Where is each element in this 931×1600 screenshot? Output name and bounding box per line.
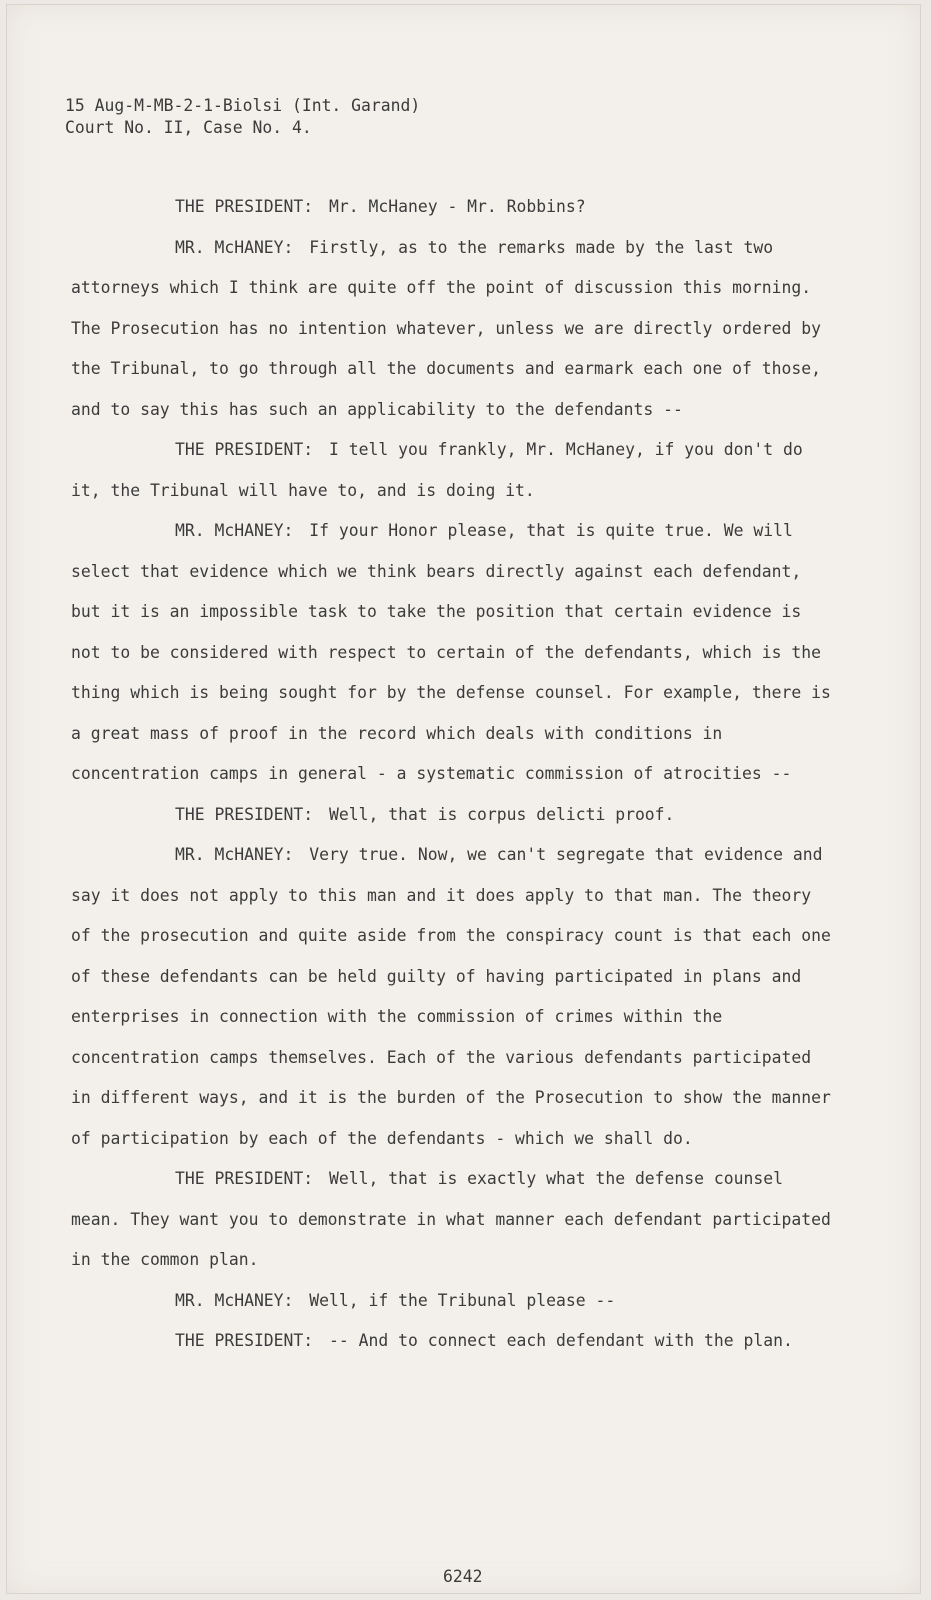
paragraph: [71, 835, 831, 1159]
speaker-label: MR. McHANEY:: [175, 521, 294, 540]
paragraph-text: I tell you frankly, Mr. McHaney, if you don't do it, the Tribunal will have to, and is doing it.: [71, 440, 803, 500]
speaker-label: MR. McHANEY:: [175, 237, 294, 257]
paragraph: [71, 1281, 831, 1322]
paragraph-text: Mr. McHaney - Mr. Robbins?: [329, 197, 586, 216]
speaker-label: MR. McHANEY:: [175, 1290, 294, 1310]
paragraph: [71, 1159, 831, 1281]
transcript-body: [71, 187, 831, 1362]
paragraph-text: Very true. Now, we can't segregate that evidence and say it does not apply to this man and it does apply to that man. The theory of the prosecution and quite aside from the conspiracy count is that each one of these defendants can be held guilty of having participated in plans and enterprises in connection with the commission of crimes within the concentration camps themselves. Each of the various defendants participated in different ways, and it is the burden of the Prosecution to show the manner of participation by each of the defendants - which we shall do.: [71, 845, 831, 1148]
speaker-label: MR. McHANEY:: [175, 845, 294, 864]
paragraph: [71, 511, 831, 795]
paragraph: [71, 228, 831, 431]
header-line-1: 15 Aug-M-MB-2-1-Biolsi (Int. Garand): [65, 96, 421, 115]
speaker-label: THE PRESIDENT:: [175, 804, 314, 824]
speaker-label: THE PRESIDENT:: [175, 440, 314, 459]
document-page: [6, 4, 921, 1594]
paragraph-text: -- And to connect each defendant with the plan.: [329, 1331, 793, 1350]
paragraph-text: If your Honor please, that is quite true. We will select that evidence which we think bears directly against each defendant, but it is an impossible task to take the position that certain evidence is not to be considered with respect to certain of the defendants, which is the thing which is being sought for by the defense counsel. For example, there is a great mass of proof in the record which deals with conditions in concentration camps in general - a systematic commission of atrocities --: [71, 521, 831, 783]
speaker-label: THE PRESIDENT:: [175, 1331, 314, 1350]
speaker-label: THE PRESIDENT:: [175, 1169, 314, 1188]
paragraph-text: Well, if the Tribunal please --: [309, 1290, 616, 1310]
paragraph: [71, 1321, 831, 1362]
paragraph-text: Well, that is exactly what the defense counsel mean. They want you to demonstrate in what manner each defendant participated in the common plan.: [71, 1169, 831, 1269]
speaker-label: THE PRESIDENT:: [175, 197, 314, 216]
paragraph: [71, 795, 831, 836]
paragraph-text: Firstly, as to the remarks made by the last two attorneys which I think are quite off the point of discussion this morning. The Prosecution has no intention whatever, unless we are directly ordered by the Tribunal, to go through all the documents and earmark each one of those, and to say this has such an applicability to the defendants --: [71, 237, 821, 419]
header-line-2: Court No. II, Case No. 4.: [65, 118, 312, 137]
paragraph-text: Well, that is corpus delicti proof.: [329, 804, 675, 824]
page-number: 6242: [443, 1567, 483, 1586]
paragraph: [71, 187, 831, 228]
paragraph: [71, 430, 831, 511]
